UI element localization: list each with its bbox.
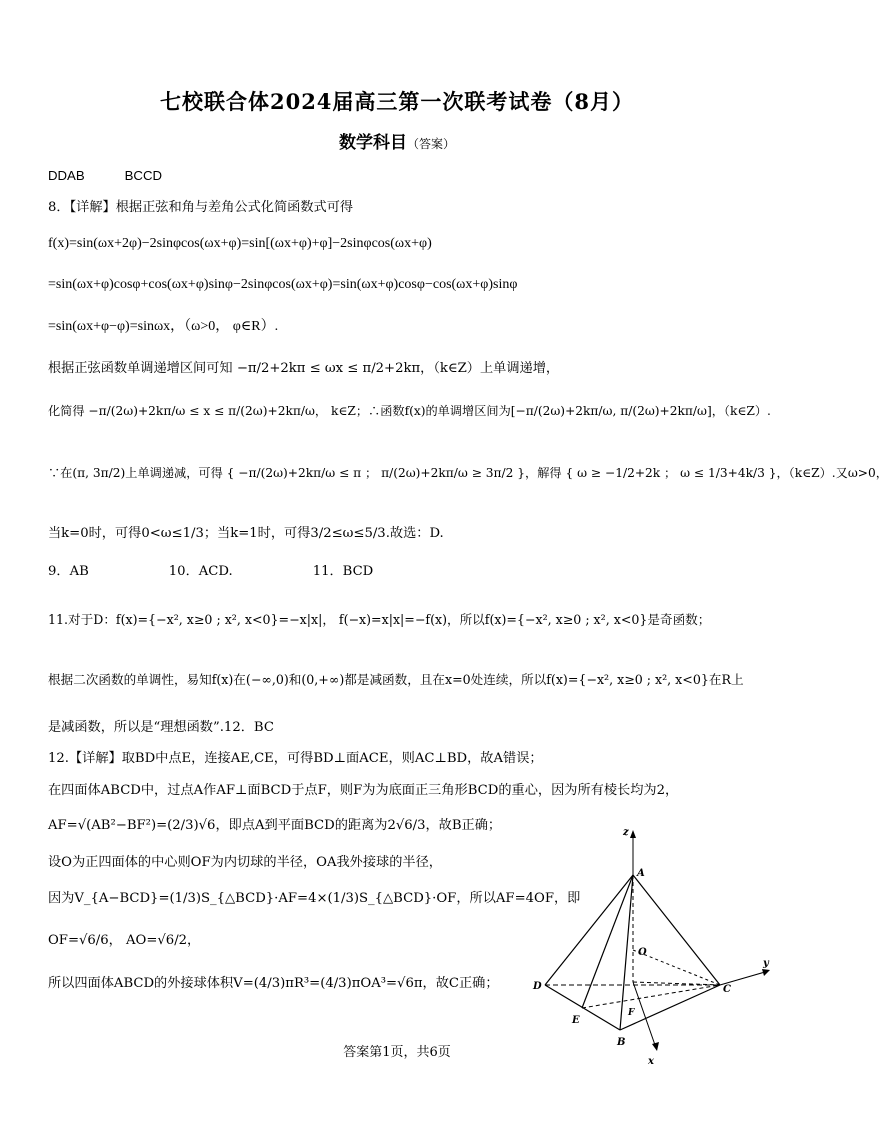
- q11-detail-3: 是减函数，所以是“理想函数”.12．BC: [48, 720, 274, 735]
- page-footer: 答案第1页，共6页: [343, 1045, 451, 1060]
- answers-5-8: BCCD: [124, 168, 163, 183]
- edge-ae: [582, 875, 633, 1008]
- edge-ab: [620, 875, 633, 1030]
- subject-note: （答案）: [406, 137, 455, 151]
- answer-11: 11．BCD: [312, 564, 374, 579]
- q8-conclusion: 当k=0时，可得0<ω≤1/3；当k=1时，可得3/2≤ω≤5/3.故选：D.: [48, 526, 444, 541]
- answer-row-9-11: [48, 563, 373, 581]
- q12-detail-2: 在四面体ABCD中，过点A作AF⊥面BCD于点F，则F为为底面正三角形BCD的重心，因为所有棱长均为2，: [48, 783, 679, 798]
- q12-detail-3: AF=√(AB²−BF²)=(2/3)√6，即点A到平面BCD的距离为2√6/3，故B正确；: [48, 818, 502, 833]
- q11-detail-1: 11.对于D：f(x)={−x², x≥0 ; x², x<0}=−x|x|， f(−x)=x|x|=−f(x)，所以f(x)={−x², x≥0 ; x², x<0}是奇函数；: [48, 612, 711, 627]
- q8-step-5: 化简得 −π/(2ω)+2kπ/ω ≤ x ≤ π/(2ω)+2kπ/ω， k∈Z；∴函数f(x)的单调增区间为[−π/(2ω)+2kπ/ω, π/(2ω)+2kπ/ω]，（k∈Z）.: [48, 404, 771, 418]
- q12-detail-5: 因为V_{A−BCD}=(1/3)S_{△BCD}·AF=4×(1/3)S_{△BCD}·OF，所以AF=4OF，即: [48, 891, 581, 906]
- x-axis: [633, 982, 655, 1045]
- label-d: D: [533, 981, 542, 992]
- label-o: O: [638, 947, 647, 958]
- label-z: z: [623, 827, 629, 838]
- label-x: x: [648, 1056, 654, 1067]
- q8-step-2: =sin(ωx+φ)cosφ+cos(ωx+φ)sinφ−2sinφcos(ωx+φ)=sin(ωx+φ)cosφ−cos(ωx+φ)sinφ: [48, 277, 518, 292]
- label-y: y: [763, 958, 769, 969]
- q8-step-4: 根据正弦函数单调递增区间可知 −π/2+2kπ ≤ ωx ≤ π/2+2kπ，（k∈Z）上单调递增，: [48, 361, 560, 376]
- q8-intro: 8．【详解】根据正弦和角与差角公式化简函数式可得: [48, 200, 354, 215]
- label-a: A: [637, 868, 645, 879]
- answers-1-4: DDAB: [48, 168, 85, 183]
- subject-label: 数学科目: [338, 133, 407, 153]
- page-subtitle: [0, 128, 794, 153]
- z-axis-arrow: [630, 830, 636, 838]
- q12-detail-6: OF=√6/6， AO=√6/2，: [48, 933, 201, 948]
- edge-ec-dashed: [582, 985, 720, 1008]
- page-title: 七校联合体2024届高三第一次联考试卷（8月）: [159, 89, 635, 114]
- q12-detail-7: 所以四面体ABCD的外接球体积V=(4/3)πR³=(4/3)πOA³=√6π，故C正确；: [48, 976, 499, 991]
- edge-ac: [633, 875, 720, 985]
- label-b: B: [617, 1037, 626, 1048]
- label-f: F: [628, 1008, 635, 1018]
- label-e: E: [572, 1015, 580, 1026]
- q8-step-6: ∵在(π, 3π/2)上单调递减，可得 { −π/(2ω)+2kπ/ω ≤ π ； π/(2ω)+2kπ/ω ≥ 3π/2 }，解得 { ω ≥ −1/2+2k ； ω ≤ 1/3+4k/3 }，（k∈Z）.又ω>0，: [48, 466, 888, 480]
- q12-detail-1: 12.【详解】取BD中点E，连接AE,CE，可得BD⊥面ACE，则AC⊥BD，故A错误；: [48, 751, 543, 766]
- answer-9: 9．AB: [48, 564, 89, 579]
- edge-ad: [545, 875, 633, 985]
- q8-step-1: f(x)=sin(ωx+2φ)−2sinφcos(ωx+φ)=sin[(ωx+φ)+φ]−2sinφcos(ωx+φ): [48, 236, 432, 251]
- tetrahedron-diagram: [520, 820, 780, 1070]
- y-axis-arrow: [762, 969, 770, 976]
- edge-bc: [620, 985, 720, 1030]
- q11-detail-2: 根据二次函数的单调性，易知f(x)在(−∞,0)和(0,+∞)都是减函数，且在x=0处连续，所以f(x)={−x², x≥0 ; x², x<0}在R上: [48, 672, 744, 687]
- answer-10: 10．ACD.: [168, 564, 233, 579]
- answer-row-1-8: [48, 167, 162, 186]
- q12-detail-4: 设O为正四面体的中心则OF为内切球的半径，OA我外接球的半径，: [48, 855, 442, 870]
- label-c: C: [723, 984, 731, 995]
- q8-step-3: =sin(ωx+φ−φ)=sinωx，（ω>0， φ∈R）.: [48, 319, 279, 334]
